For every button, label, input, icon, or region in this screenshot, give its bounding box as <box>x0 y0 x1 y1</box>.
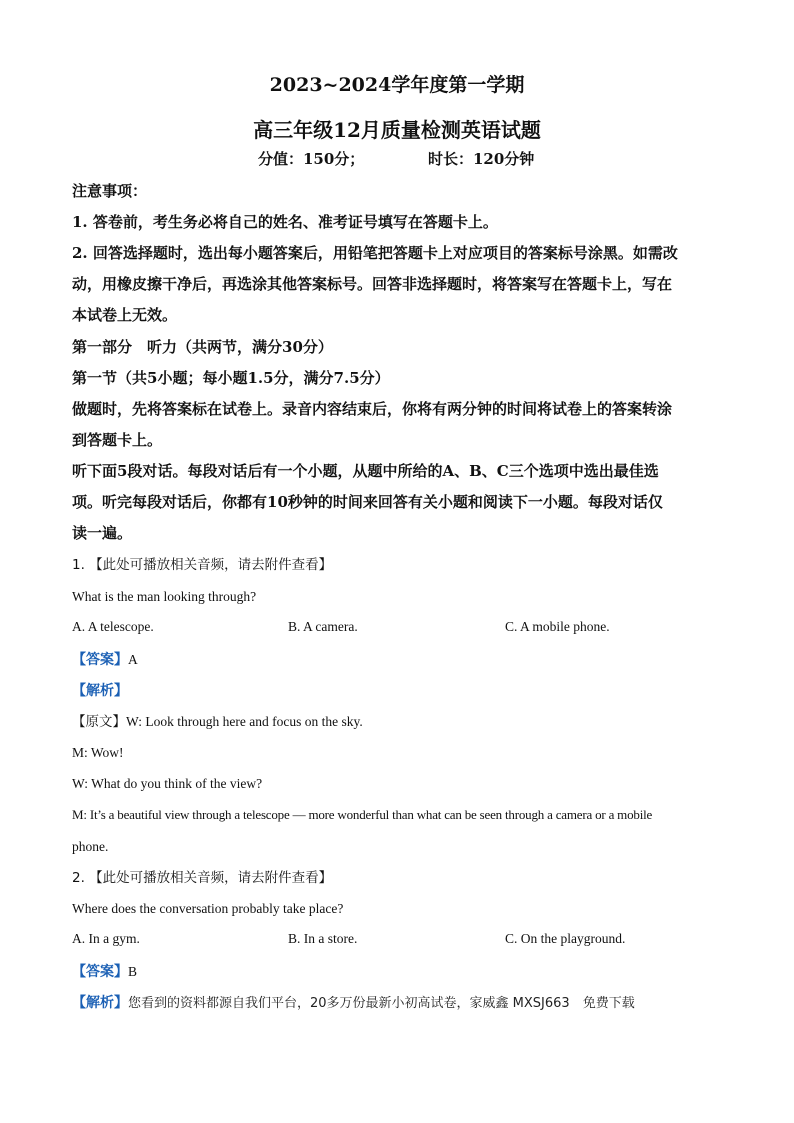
promo-text: 您看到的资料都源自我们平台，20多万份最新小初高试卷，家威鑫 MXSJ663 免费下载 <box>128 996 635 1011</box>
answer-tag: 【答案】 <box>72 964 128 980</box>
q2-option-b: B. In a store. <box>288 931 358 946</box>
q1-dialog-4-line-1: M: It’s a beautiful view through a telescope — more wonderful than what can be seen through a camera or a mobile <box>72 807 653 822</box>
q1-option-b: B. A camera. <box>288 619 358 634</box>
q2-audio-link[interactable]: 2. 【此处可播放相关音频，请去附件查看】 <box>72 870 333 886</box>
exam-title-main: 高三年级12月质量检测英语试题 <box>253 118 541 142</box>
q2-question: Where does the conversation probably take place? <box>72 901 344 916</box>
q2-answer-row <box>72 962 724 981</box>
q1-answer: A <box>128 652 138 667</box>
q1-question: What is the man looking through? <box>72 589 257 604</box>
q1-answer-row <box>72 650 724 669</box>
part1-heading: 第一部分 听力（共两节，满分30分） <box>72 338 333 356</box>
q1-dialog-3: W: What do you think of the view? <box>72 776 263 791</box>
q1-dialog-1: W: Look through here and focus on the sky. <box>126 714 363 729</box>
q2-answer: B <box>128 964 138 979</box>
section1-heading: 第一节（共5小题；每小题1.5分，满分7.5分） <box>72 369 390 387</box>
q1-option-a: A. A telescope. <box>72 619 154 634</box>
notice-item-1: 1. 答卷前，考生务必将自己的姓名、准考证号填写在答题卡上。 <box>72 213 498 231</box>
notice-item-2-line-3: 本试卷上无效。 <box>72 306 178 324</box>
analysis-tag: 【解析】 <box>72 995 128 1011</box>
q1-analysis-row <box>72 681 724 700</box>
original-text-tag: 【原文】 <box>72 714 126 730</box>
instruction-1-line-2: 到答题卡上。 <box>72 431 163 449</box>
q1-transcript-line-1 <box>72 712 724 731</box>
instruction-1-line-1: 做题时，先将答案标在试卷上。录音内容结束后，你将有两分钟的时间将试卷上的答案转涂 <box>72 400 673 418</box>
duration-info: 时长：120分钟 <box>428 150 535 168</box>
notice-item-2-line-2: 动，用橡皮擦干净后，再选涂其他答案标号。回答非选择题时，将答案写在答题卡上，写在 <box>72 275 673 293</box>
analysis-tag: 【解析】 <box>72 683 128 699</box>
instruction-2-line-1: 听下面5段对话。每段对话后有一个小题，从题中所给的A、B、C三个选项中选出最佳选 <box>72 462 659 480</box>
exam-title-term: 2023~2024学年度第一学期 <box>269 74 525 96</box>
q1-dialog-2: M: Wow! <box>72 745 124 760</box>
q1-option-c: C. A mobile phone. <box>505 619 610 634</box>
instruction-2-line-2: 项。听完每段对话后，你都有10秒钟的时间来回答有关小题和阅读下一小题。每段对话仅 <box>72 493 663 511</box>
score-info: 分值：150分； <box>258 150 365 168</box>
q1-dialog-4-line-2: phone. <box>72 839 109 854</box>
instruction-2-line-3: 读一遍。 <box>72 524 133 542</box>
q2-option-c: C. On the playground. <box>505 931 626 946</box>
answer-tag: 【答案】 <box>72 652 128 668</box>
q1-audio-link[interactable]: 1. 【此处可播放相关音频，请去附件查看】 <box>72 557 333 573</box>
notice-item-2-line-1: 2. 回答选择题时，选出每小题答案后，用铅笔把答题卡上对应项目的答案标号涂黑。如需改 <box>72 244 678 262</box>
notice-heading: 注意事项： <box>72 182 148 200</box>
q2-analysis-row <box>72 993 724 1013</box>
q2-option-a: A. In a gym. <box>72 931 140 946</box>
